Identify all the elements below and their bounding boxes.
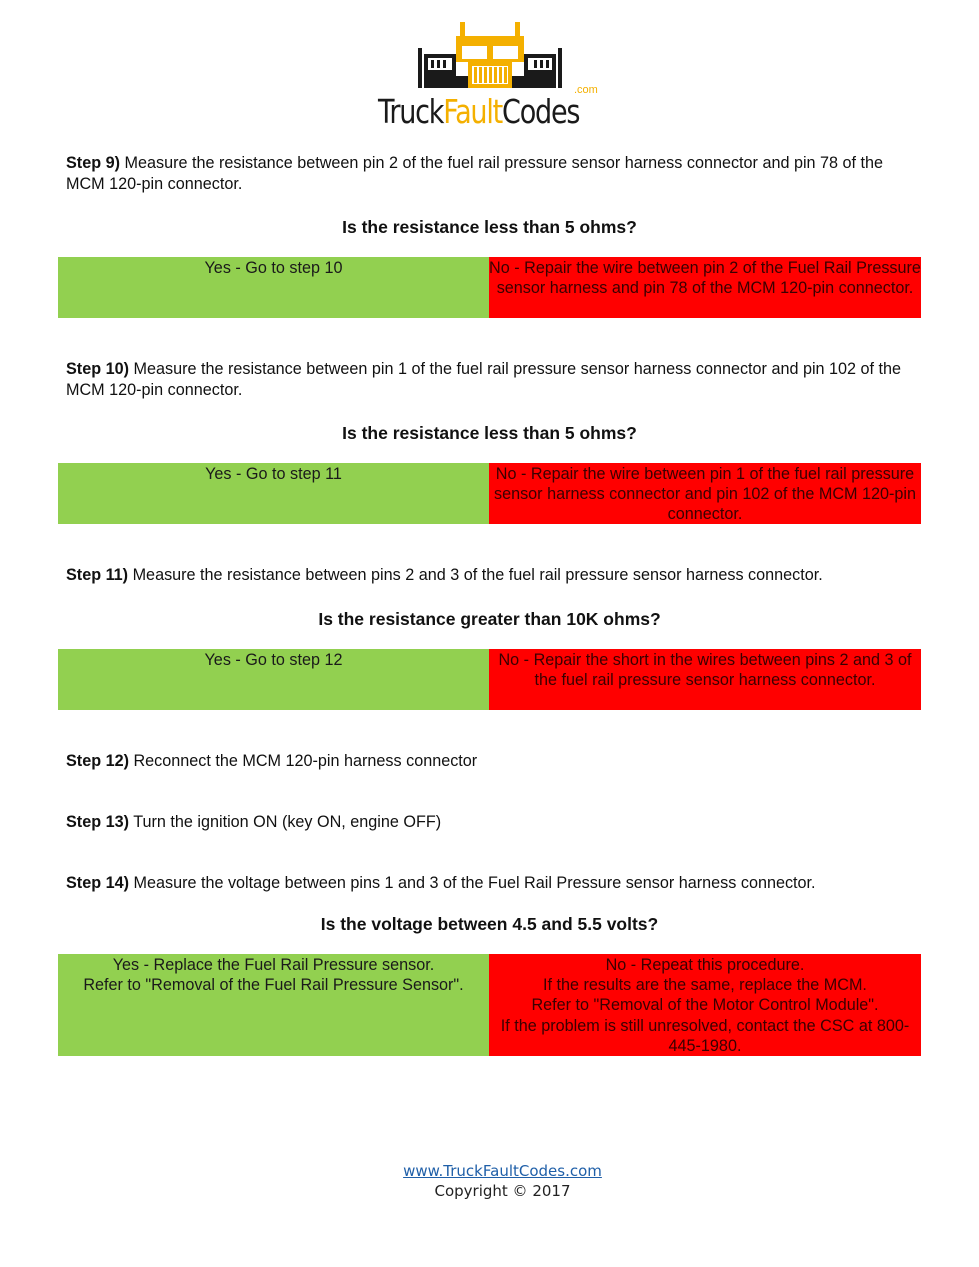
step-11-yes-cell: Yes - Go to step 12 [58,649,489,710]
step-14-yes-cell [58,954,489,1056]
step-10-yes-cell: Yes - Go to step 11 [58,463,489,524]
step-14-yes-line-2: Refer to "Removal of the Fuel Rail Pressure Sensor". [83,976,464,995]
step-14-no-line-4: If the problem is still unresolved, contact the CSC at 800-445-1980. [500,1016,910,1055]
step-11-no-cell: No - Repair the short in the wires between pins 2 and 3 of the fuel rail pressure sensor harness connector. [489,649,921,710]
step-9-no-cell: No - Repair the wire between pin 2 of the Fuel Rail Pressure sensor harness and pin 78 of the MCM 120-pin connector. [489,257,921,318]
footer [0,1161,979,1201]
step-13-instruction [66,812,916,833]
brand-wordmark [378,92,580,131]
brand-fault: Fault [443,92,503,131]
step-9-yes-cell: Yes - Go to step 10 [58,257,489,318]
step-14-instruction [66,873,916,894]
step-13-text: Turn the ignition ON (key ON, engine OFF) [128,813,442,831]
step-9-instruction [66,153,916,194]
step-14-answer-row [58,954,921,1056]
truckfaultcodes-logo [378,20,602,130]
step-13-label: Step 13) [66,813,129,831]
step-9-label: Step 9) [66,154,120,172]
step-10-label: Step 10) [66,360,129,378]
step-10-no-cell: No - Repair the wire between pin 1 of the fuel rail pressure sensor harness connector and pin 102 of the MCM 120-pin connector. [489,463,921,524]
step-14-question: Is the voltage between 4.5 and 5.5 volts? [320,914,659,934]
step-11-text: Measure the resistance between pins 2 and 3 of the fuel rail pressure sensor harness connector. [128,566,823,584]
step-10-instruction [66,359,916,400]
step-14-no-line-1: No - Repeat this procedure. [605,956,805,974]
truck-icon [416,20,564,90]
step-14-label: Step 14) [66,874,129,892]
step-9-question: Is the resistance less than 5 ohms? [342,217,637,237]
step-10-text: Measure the resistance between pin 1 of the fuel rail pressure sensor harness connector and pin 102 of the MCM 120-pin connector. [66,360,902,399]
step-9-text: Measure the resistance between pin 2 of the fuel rail pressure sensor harness connector and pin 78 of the MCM 120-pin connector. [66,154,884,193]
step-14-no-line-2: If the results are the same, replace the MCM. [543,976,867,995]
footer-website-link[interactable]: www.TruckFaultCodes.com [403,1162,602,1180]
step-14-no-line-3: Refer to "Removal of the Motor Control Module". [531,996,879,1015]
step-14-text: Measure the voltage between pins 1 and 3 of the Fuel Rail Pressure sensor harness connector. [128,874,816,892]
step-12-text: Reconnect the MCM 120-pin harness connector [128,752,478,770]
footer-copyright: Copyright © 2017 [434,1182,571,1200]
step-10-answer-row [58,463,921,524]
brand-com-suffix: .com [574,84,598,96]
step-14-no-cell [489,954,921,1056]
brand-codes: Codes [502,92,580,131]
step-11-question: Is the resistance greater than 10K ohms? [318,609,661,629]
step-12-instruction [66,751,916,772]
step-9-answer-row [58,257,921,318]
step-11-label: Step 11) [66,566,129,584]
step-14-yes-line-1: Yes - Replace the Fuel Rail Pressure sensor. [112,956,435,974]
brand-truck: Truck [378,92,444,131]
step-11-instruction [66,565,916,586]
step-10-question: Is the resistance less than 5 ohms? [342,423,637,443]
step-12-label: Step 12) [66,752,129,770]
step-11-answer-row [58,649,921,710]
